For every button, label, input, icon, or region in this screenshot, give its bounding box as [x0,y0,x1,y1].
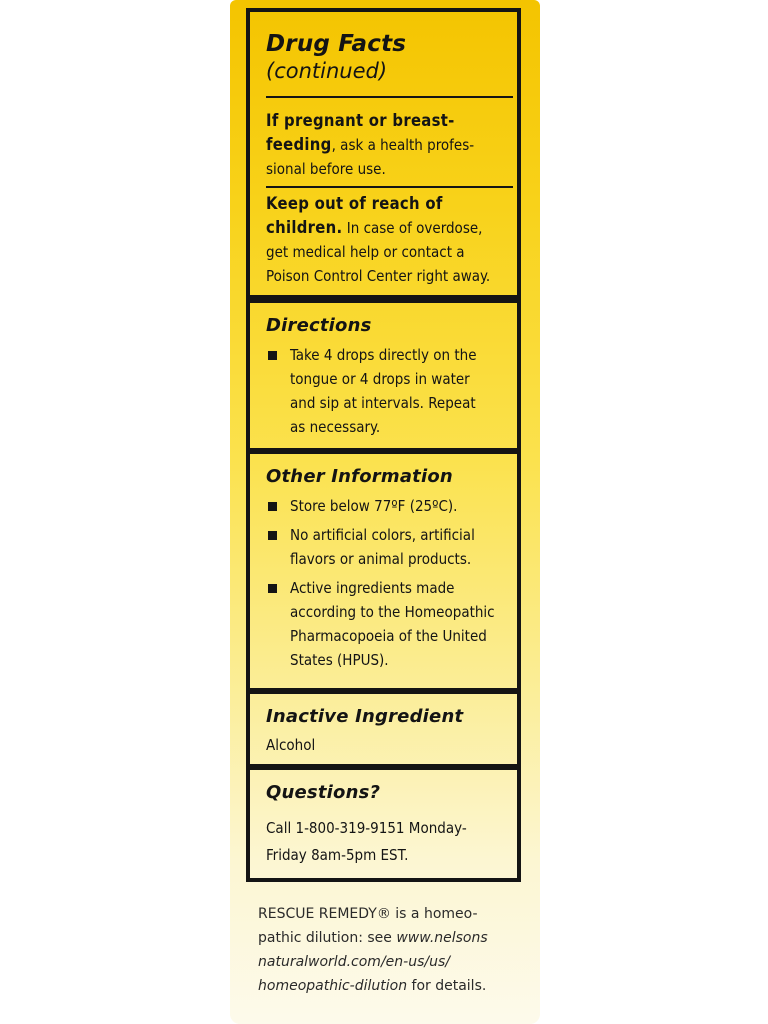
list-item: No artificial colors, artificial flavors or animal products. [266,523,516,571]
divider [266,186,513,188]
bullet-square-icon [268,351,277,360]
bullet-square-icon [268,502,277,511]
homeopathic-dilution-note: RESCUE REMEDY® is a homeo- pathic dilution: see www.nelsons naturalworld.com/en-us/us/ homeopathic-dilution for details. [258,906,488,994]
pregnancy-warning-heading: If pregnant or breast- [266,111,455,130]
inactive-ingredient-heading: Inactive Ingredient [266,706,464,727]
other-information-list [266,494,516,677]
keep-out-line: children. In case of overdose, [266,218,483,237]
hours-line: Friday 8am-5pm EST. [266,846,409,864]
directions-heading: Directions [266,315,372,336]
list-item: Store below 77ºF (25ºC). [266,494,516,518]
directions-panel [246,299,521,452]
pregnancy-warning-line: feeding, ask a health profes- [266,135,475,154]
keep-out-line: Poison Control Center right away. [266,267,491,285]
inactive-ingredient-value: Alcohol [266,736,316,754]
directions-list [266,343,516,444]
drug-facts-panel [246,8,521,299]
other-information-heading: Other Information [266,466,453,487]
pregnancy-warning-line: sional before use. [266,160,386,178]
divider [266,96,513,98]
drug-facts-title: Drug Facts [266,31,407,57]
brand-name: RESCUE REMEDY® [258,906,391,922]
website-link: homeopathic-dilution [258,978,408,994]
list-item: Take 4 drops directly on the tongue or 4 drops in water and sip at intervals. Repeat as necessary. [266,343,516,439]
phone-line: Call 1-800-319-9151 Monday- [266,819,467,837]
website-link: naturalworld.com/en-us/us/ [258,954,450,970]
website-link: www.nelsons [396,930,488,946]
keep-out-of-reach-warning [266,192,512,288]
questions-panel [246,766,521,882]
list-item: Active ingredients made according to the Homeopathic Pharmacopoeia of the United States (HPUS). [266,576,516,672]
drug-facts-subtitle: (continued) [266,59,388,83]
pregnancy-warning [266,109,512,181]
other-information-panel [246,450,521,692]
questions-contact [266,815,467,869]
questions-heading: Questions? [266,782,381,803]
bullet-square-icon [268,531,277,540]
bullet-square-icon [268,584,277,593]
inactive-ingredient-panel [246,690,521,768]
keep-out-heading: Keep out of reach of [266,194,443,213]
keep-out-line: get medical help or contact a [266,243,465,261]
